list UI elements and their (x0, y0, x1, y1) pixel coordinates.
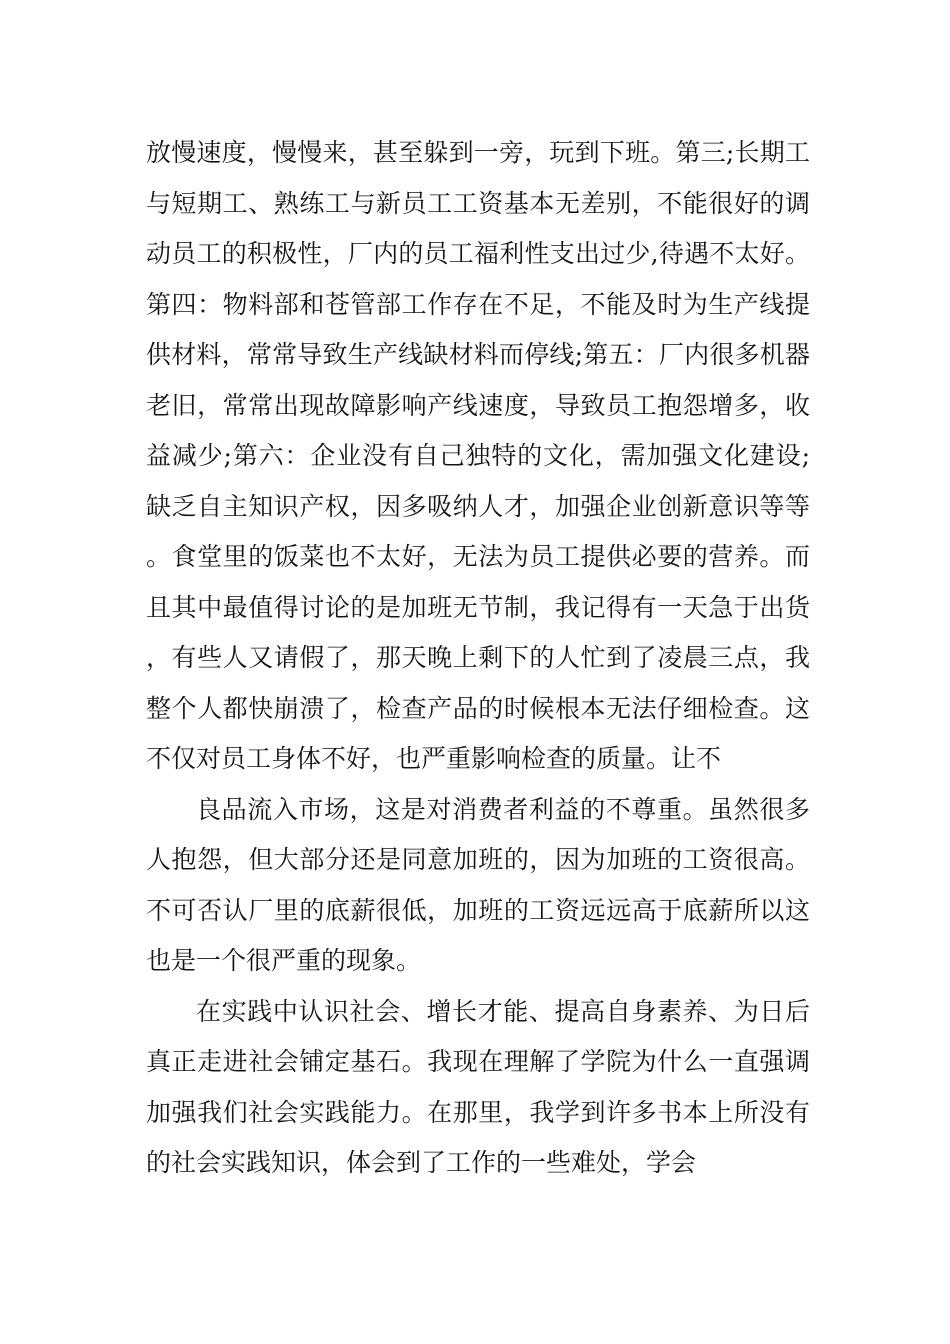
paragraph: 在实践中认识社会、增长才能、提高自身素养、为日后真正走进社会铺定基石。我现在理解了学院为什么一直强调加强我们社会实践能力。在那里，我学到许多书本上所没有的社会实践知识，体会到了工作的一些难处，学会 (146, 996, 810, 1177)
paragraph: 良品流入市场，这是对消费者利益的不尊重。虽然很多人抱怨，但大部分还是同意加班的，因为加班的工资很高。不可否认厂里的底薪很低，加班的工资远远高于底薪所以这也是一个很严重的现象。 (146, 794, 810, 975)
document-body (146, 128, 810, 1189)
paragraph: 放慢速度，慢慢来，甚至躲到一旁，玩到下班。第三;长期工与短期工、熟练工与新员工工资基本无差别，不能很好的调动员工的积极性，厂内的员工福利性支出过少,待遇不太好。第四：物料部和苍管部工作存在不足，不能及时为生产线提供材料，常常导致生产线缺材料而停线;第五：厂内很多机器老旧，常常出现故障影响产线速度，导致员工抱怨增多，收益减少;第六：企业没有自己独特的文化，需加强文化建设;缺乏自主知识产权，因多吸纳人才，加强企业创新意识等等。食堂里的饭菜也不太好，无法为员工提供必要的营养。而且其中最值得讨论的是加班无节制，我记得有一天急于出货，有些人又请假了，那天晚上剩下的人忙到了凌晨三点，我整个人都快崩溃了，检查产品的时候根本无法仔细检查。这不仅对员工身体不好，也严重影响检查的质量。让不 (146, 138, 810, 773)
